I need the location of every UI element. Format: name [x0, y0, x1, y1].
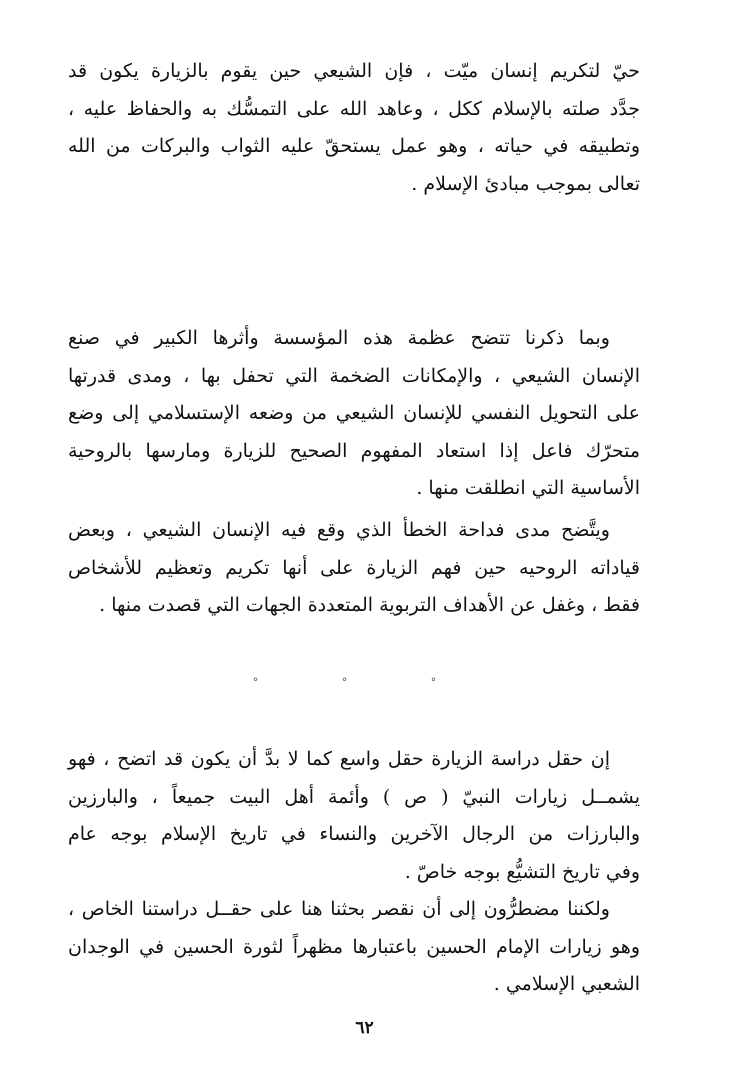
paragraph-2 [68, 320, 640, 508]
text-line: الإنسان الشيعي ، والإمكانات الضخمة التي تحفل بها ، ومدى قدرتها [68, 364, 640, 387]
paragraph-1 [68, 53, 640, 203]
text-line: ويتَّضح مدى فداحة الخطأ الذي وقع فيه الإنسان الشيعي ، وبعض [68, 519, 610, 541]
text-line: إن حقل دراسة الزيارة حقل واسع كما لا بدَّ أن يكون قد اتضح ، فهو [68, 748, 610, 770]
text-line: ولكننا مضطرُّون إلى أن نقصر بحثنا هنا على حقــل دراستنا الخاص ، [68, 898, 610, 920]
text-line: وتطبيقه في حياته ، وهو عمل يستحقّ عليه الثواب والبركات من الله [68, 135, 640, 157]
paragraph-3 [68, 512, 640, 625]
section-separator: ° ° ° [252, 676, 477, 689]
text-line: والبارزات من الرجال الآخرين والنساء في تاريخ الإسلام بوجه عام [68, 823, 640, 845]
paragraph-5 [68, 891, 640, 1004]
text-line: على التحويل النفسي للإنسان الشيعي من وضعه الإستسلامي إلى وضع [68, 402, 640, 424]
page-number: ٦٢ [355, 1018, 374, 1038]
text-line: فقط ، وغفل عن الأهداف التربوية المتعددة الجهات التي قصدت منها . [99, 594, 640, 616]
text-line: قياداته الروحيه حين فهم الزيارة على أنها تكريم وتعظيم للأشخاص [68, 556, 640, 579]
text-line: وهو زيارات الإمام الحسين باعتبارها مظهراً لثورة الحسين في الوجدان [68, 935, 640, 958]
text-line: جدَّد صلته بالإسلام ككل ، وعاهد الله على التمسُّك به والحفاظ عليه ، [68, 97, 640, 120]
text-line: يشمــل زيارات النبيّ ( ص ) وأئمة أهل البيت جميعاً ، والبارزين [68, 785, 640, 808]
text-line: حيّ لتكريم إنسان ميّت ، فإن الشيعي حين يقوم بالزيارة يكون قد [68, 60, 640, 82]
text-line: متحرّك فاعل إذا استعاد المفهوم الصحيح للزيارة ومارسها بالروحية [68, 439, 640, 462]
paragraph-4 [68, 741, 640, 891]
text-line: الشعبي الإسلامي . [493, 973, 640, 995]
text-line: الأساسية التي انطلقت منها . [416, 477, 640, 499]
text-line: تعالى بموجب مبادئ الإسلام . [411, 172, 640, 195]
text-line: وبما ذكرنا تتضح عظمة هذه المؤسسة وأثرها الكبير في صنع [68, 327, 610, 349]
text-line: وفي تاريخ التشيُّع بوجه خاصّ . [404, 860, 640, 883]
